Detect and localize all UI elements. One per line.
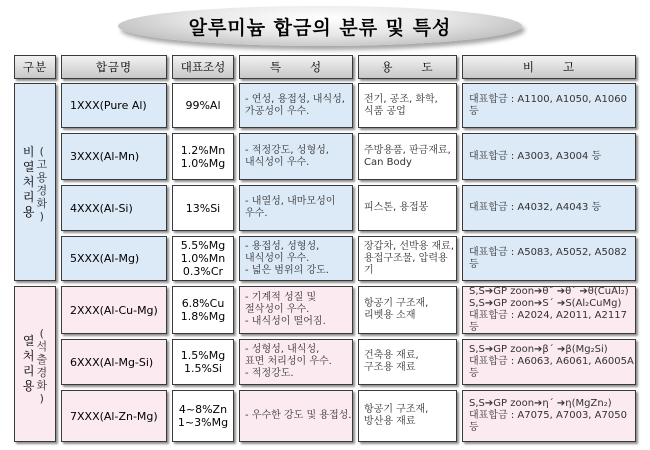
table-row-remark	[462, 83, 636, 128]
category-non-heat-treatable-sub: ( 고 용 경 화 )	[36, 145, 48, 223]
table-row-remark	[462, 133, 636, 180]
table-row-composition	[172, 133, 234, 180]
category-heat-treatable	[14, 286, 56, 442]
remark-text: S,S➔GP zoon➔θ˝ ➔θ΄ ➔θ(CuAl₂) S,S➔GP zoon➔S΄ ➔S(Al₂CuMg) 대표합금 : A2024, A2011, A2117 등	[469, 286, 629, 333]
header-property-label: 특 성	[269, 60, 323, 74]
page-title	[118, 6, 522, 46]
table-row-usage	[358, 390, 457, 442]
property-text: - 용접성, 성형성, 내식성이 우수. - 넓은 범위의 강도.	[245, 240, 329, 276]
alloy-name: 1XXX(Pure Al)	[70, 99, 147, 112]
property-text: - 내열성, 내마모성이 우수.	[245, 196, 336, 219]
table-row-alloy	[61, 83, 167, 128]
table-row-alloy	[61, 236, 167, 281]
usage-text: 항공기 구조재, 방산용 재료	[364, 404, 429, 427]
table-row-composition	[172, 83, 234, 128]
table-row-property	[239, 236, 353, 281]
usage-text: 주방용품, 판금재료, Can Body	[364, 144, 451, 168]
table-row-composition	[172, 236, 234, 281]
table-row-property	[239, 390, 353, 442]
remark-text: S,S➔GP zoon➔β΄ ➔β(Mg₂Si) 대표합금 : A6063, A6061, A6005A 등	[469, 344, 634, 379]
alloy-name: 6XXX(Al-Mg-Si)	[70, 355, 154, 369]
category-non-heat-treatable-row	[23, 141, 47, 223]
table-row-property	[239, 133, 353, 180]
usage-text: 전기, 공조, 화학, 식품 공업	[364, 93, 438, 117]
composition-value: 13%Si	[185, 201, 221, 215]
alloy-name: 3XXX(Al-Mn)	[70, 150, 140, 163]
property-text: - 우수한 강도 및 용접성.	[245, 410, 352, 421]
composition-value: 4~8%Zn 1~3%Mg	[177, 403, 229, 429]
composition-value: 6.8%Cu 1.8%Mg	[180, 297, 226, 323]
header-category-label: 구분	[22, 60, 48, 74]
page-title-text: 알루미늄 합금의 분류 및 특성	[188, 16, 452, 39]
remark-text: 대표합금 : A3003, A3004 등	[469, 150, 602, 162]
composition-value: 99%Al	[185, 99, 221, 112]
header-alloy	[61, 55, 167, 79]
property-text: - 성형성, 내식성, 표면 처리성이 우수. - 적정강도.	[245, 344, 332, 379]
category-heat-treatable-label: 열 처 리 용	[22, 334, 35, 393]
remark-text: S,S➔GP zoon➔η΄ ➔η(MgZn₂) 대표합금 : A7075, A7003, A7050 등	[469, 398, 627, 433]
table-row-usage	[358, 286, 457, 334]
table-row-alloy	[61, 185, 167, 231]
table-row-usage	[358, 185, 457, 231]
table-row-composition	[172, 339, 234, 385]
table-row-remark	[462, 339, 636, 385]
table-row-alloy	[61, 133, 167, 180]
table-row-alloy	[61, 339, 167, 385]
table-row-composition	[172, 390, 234, 442]
header-category	[14, 55, 56, 79]
property-text: - 기계적 성질 및 절삭성이 우수. - 내식성이 떨어짐.	[245, 292, 326, 327]
table-row-remark	[462, 236, 636, 281]
usage-text: 장갑차, 선박용 재료, 용접구조물, 압력용기	[364, 240, 454, 276]
header-usage-label: 용 도	[381, 60, 434, 74]
header-remark	[462, 55, 636, 79]
alloy-name: 4XXX(Al-Si)	[70, 201, 133, 215]
remark-text: 대표합금 : A5083, A5052, A5082 등	[469, 246, 627, 270]
table-row-composition	[172, 185, 234, 231]
table-row-property	[239, 286, 353, 334]
property-text: - 적정강도, 성형성, 내식성이 우수.	[245, 144, 329, 168]
table-row-usage	[358, 83, 457, 128]
table-row-remark	[462, 390, 636, 442]
table-row-alloy	[61, 286, 167, 334]
alloy-name: 2XXX(Al-Cu-Mg)	[70, 303, 158, 317]
category-non-heat-treatable-label: 비 열 처 리 용	[22, 144, 35, 219]
remark-text: 대표합금 : A1100, A1050, A1060 등	[469, 93, 627, 117]
category-non-heat-treatable	[14, 83, 56, 281]
table-row-composition	[172, 286, 234, 334]
table-row-remark	[462, 286, 636, 334]
category-heat-treatable-sub: ( 석 출 경 화 )	[36, 327, 48, 405]
category-heat-treatable-wrap	[15, 287, 55, 441]
usage-text: 피스톤, 용접봉	[364, 202, 429, 213]
table-row-usage	[358, 236, 457, 281]
category-heat-treatable-row	[23, 323, 47, 405]
usage-text: 항공기 구조재, 리벳용 소재	[364, 298, 429, 321]
property-text: - 연성, 용접성, 내식성, 가공성이 우수.	[245, 93, 345, 117]
header-remark-label: 비 고	[522, 60, 576, 74]
table-row-alloy	[61, 390, 167, 442]
header-usage	[358, 55, 457, 79]
table-row-usage	[358, 339, 457, 385]
table-row-property	[239, 339, 353, 385]
table-row-usage	[358, 133, 457, 180]
table-row-remark	[462, 185, 636, 231]
composition-value: 1.2%Mn 1.0%Mg	[180, 143, 226, 170]
category-non-heat-treatable-wrap	[15, 84, 55, 280]
usage-text: 건축용 재료, 구조용 재료	[364, 350, 419, 373]
header-composition	[172, 55, 234, 79]
alloy-name: 5XXX(Al-Mg)	[70, 252, 140, 265]
header-composition-label: 대표조성	[180, 60, 226, 74]
remark-text: 대표합금 : A4032, A4043 등	[469, 202, 602, 213]
table-row-property	[239, 185, 353, 231]
header-alloy-label: 합금명	[95, 60, 133, 74]
header-property	[239, 55, 353, 79]
alloy-name: 7XXX(Al-Zn-Mg)	[70, 409, 158, 423]
composition-value: 5.5%Mg 1.0%Mn 0.3%Cr	[180, 239, 226, 278]
table-row-property	[239, 83, 353, 128]
composition-value: 1.5%Mg 1.5%Si	[180, 349, 226, 375]
